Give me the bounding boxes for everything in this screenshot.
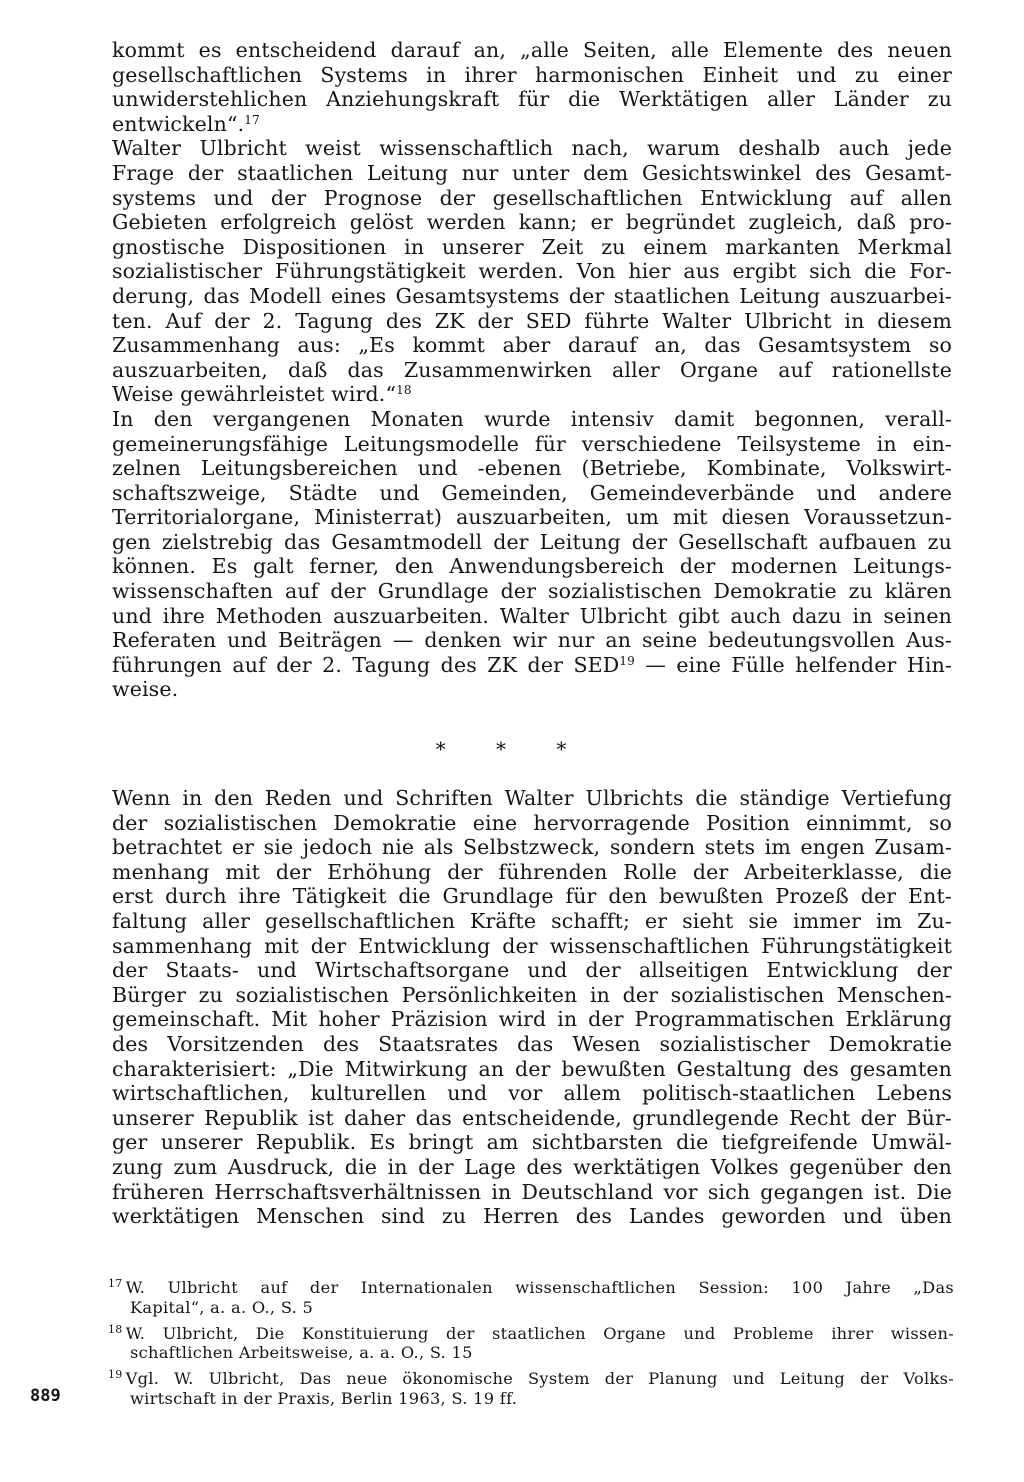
- paragraph-1: [112, 38, 952, 136]
- text-fragment: führungen auf der 2. Tagung des ZK der SED: [112, 652, 620, 677]
- text-line: ten. Auf der 2. Tagung des ZK der SED führte Walter Ulbricht in diesem: [112, 308, 952, 333]
- footnote-text: Vgl. W. Ulbricht, Das neue ökonomische System der Planung und Leitung der Volks-: [125, 1369, 954, 1389]
- text-line: zung zum Ausdruck, die in der Lage des werktätigen Volkes gegenüber den: [112, 1154, 952, 1179]
- footnote-line: Kapital“, a. a. O., S. 5: [130, 1297, 314, 1317]
- text-line: gemeinerungsfähige Leitungsmodelle für verschiedene Teilsysteme in ein-: [112, 431, 952, 456]
- text-line: kommt es entscheidend darauf an, „alle Seiten, alle Elemente des neuen: [112, 38, 952, 62]
- text-line: gemeinschaft. Mit hoher Präzision wird in der Programmatischen Erklärung: [112, 1007, 952, 1032]
- text-line: auszuarbeiten, daß das Zusammenwirken aller Organe auf rationellste: [112, 357, 952, 382]
- paragraph-2: [112, 136, 952, 407]
- text-line: sozialistischer Führungstätigkeit werden. Von hier aus ergibt sich die For-: [112, 259, 952, 284]
- footnote-line: wirtschaft in der Praxis, Berlin 1963, S. 19 ff.: [130, 1388, 518, 1408]
- text-line: [112, 382, 952, 407]
- text-line: Frage der staatlichen Leitung nur unter dem Gesichtswinkel des Gesamt-: [112, 160, 952, 185]
- text-line: Walter Ulbricht weist wissenschaftlich nach, warum deshalb auch jede: [112, 136, 952, 161]
- text-line: gen zielstrebig das Gesamtmodell der Leitung der Gesellschaft aufbauen zu: [112, 529, 952, 554]
- text-line: charakterisiert: „Die Mitwirkung an der bewußten Gestaltung des gesamten: [112, 1056, 952, 1081]
- text-line: Bürger zu sozialistischen Persönlichkeiten in der sozialistischen Menschen-: [112, 982, 952, 1007]
- text-line: Territorialorgane, Ministerrat) auszuarbeiten, um mit diesen Voraussetzun-: [112, 505, 952, 530]
- text-line: der sozialistischen Demokratie eine hervorragende Position einnimmt, so: [112, 810, 952, 835]
- text-line: faltung aller gesellschaftlichen Kräfte schafft; er sieht sie immer im Zu-: [112, 908, 952, 933]
- page-number: 889: [30, 1386, 61, 1406]
- text-line: Zusammenhang aus: „Es kommt aber darauf an, das Gesamtsystem so: [112, 333, 952, 358]
- text-line: früheren Herrschaftsverhältnissen in Deutschland vor sich gegangen ist. Die: [112, 1179, 952, 1204]
- main-text-lower: [112, 786, 952, 1229]
- text-fragment: Weise gewährleistet wird.“: [112, 382, 397, 407]
- text-line: weise.: [112, 677, 179, 702]
- text-line: des Vorsitzenden des Staatsrates das Wesen sozialistischer Demokratie: [112, 1031, 952, 1056]
- footnotes: [108, 1278, 954, 1415]
- text-line: der Staats- und Wirtschaftsorgane und der allseitigen Entwicklung der: [112, 958, 952, 983]
- text-line: menhang mit der Erhöhung der führenden Rolle der Arbeiterklasse, die: [112, 859, 952, 884]
- footnote-18: [108, 1324, 954, 1364]
- text-line: derung, das Modell eines Gesamtsystems der staatlichen Leitung auszuarbei-: [112, 283, 952, 308]
- footnote-number: 18: [108, 1322, 123, 1336]
- footnote-text: W. Ulbricht auf der Internationalen wissenschaftlichen Session: 100 Jahre „Das: [125, 1278, 954, 1297]
- footnote-number: 19: [108, 1368, 123, 1382]
- footnote-ref-19: 19: [619, 653, 635, 668]
- footnote-text: W. Ulbricht, Die Konstituierung der staatlichen Organe und Probleme ihrer wissen-: [125, 1323, 954, 1343]
- footnote-ref-18: 18: [396, 383, 412, 398]
- text-line: unserer Republik ist daher das entscheidende, grundlegende Recht der Bür-: [112, 1105, 952, 1130]
- text-line: gnostische Dispositionen in unserer Zeit zu einem markanten Merkmal: [112, 234, 952, 259]
- text-line: sammenhang mit der Entwicklung der wissenschaftlichen Führungstätigkeit: [112, 933, 952, 958]
- text-line: unwiderstehlichen Anziehungskraft für die Werktätigen aller Länder zu: [112, 87, 952, 112]
- paragraph-3: [112, 407, 952, 702]
- text-line: [112, 112, 952, 137]
- text-line: systems und der Prognose der gesellschaftlichen Entwicklung auf allen: [112, 185, 952, 210]
- text-fragment: — eine Fülle helfender Hin-: [634, 652, 952, 677]
- text-line: In den vergangenen Monaten wurde intensiv damit begonnen, verall-: [112, 406, 952, 431]
- main-text-upper: [112, 38, 952, 702]
- footnote-17: [108, 1278, 954, 1318]
- footnote-ref-17: 17: [244, 112, 260, 127]
- footnote-number: 17: [108, 1277, 123, 1290]
- footnote-line: [108, 1324, 954, 1344]
- text-line: gesellschaftlichen Systems in ihrer harmonischen Einheit und zu einer: [112, 62, 952, 87]
- text-line: schaftszweige, Städte und Gemeinden, Gemeindeverbände und andere: [112, 480, 952, 505]
- section-separator: * * *: [435, 737, 589, 761]
- text-line: Wenn in den Reden und Schriften Walter Ulbrichts die ständige Vertiefung: [112, 786, 952, 810]
- text-line: erst durch ihre Tätigkeit die Grundlage für den bewußten Prozeß der Ent-: [112, 884, 952, 909]
- text-fragment: entwickeln“.: [112, 111, 245, 136]
- text-line: werktätigen Menschen sind zu Herren des Landes geworden und üben: [112, 1204, 952, 1229]
- text-line: Gebieten erfolgreich gelöst werden kann; er begründet zugleich, daß pro-: [112, 210, 952, 235]
- text-line: Referaten und Beiträgen — denken wir nur an seine bedeutungsvollen Aus-: [112, 628, 952, 653]
- footnote-line: [108, 1278, 954, 1298]
- text-line: [112, 653, 952, 678]
- footnote-line: [108, 1369, 954, 1389]
- text-line: ger unserer Republik. Es bringt am sichtbarsten die tiefgreifende Umwäl-: [112, 1130, 952, 1155]
- footnote-line: schaftlichen Arbeitsweise, a. a. O., S. 15: [130, 1343, 473, 1363]
- footnote-19: [108, 1369, 954, 1409]
- paragraph-4: [112, 786, 952, 1229]
- text-line: wissenschaften auf der Grundlage der sozialistischen Demokratie zu klären: [112, 579, 952, 604]
- text-line: und ihre Methoden auszuarbeiten. Walter Ulbricht gibt auch dazu in seinen: [112, 603, 952, 628]
- text-line: wirtschaftlichen, kulturellen und vor allem politisch-staatlichen Lebens: [112, 1081, 952, 1106]
- text-line: können. Es galt ferner, den Anwendungsbereich der modernen Leitungs-: [112, 554, 952, 579]
- text-line: betrachtet er sie jedoch nie als Selbstzweck, sondern stets im engen Zusam-: [112, 835, 952, 860]
- text-line: zelnen Leitungsbereichen und -ebenen (Betriebe, Kombinate, Volkswirt-: [112, 456, 952, 481]
